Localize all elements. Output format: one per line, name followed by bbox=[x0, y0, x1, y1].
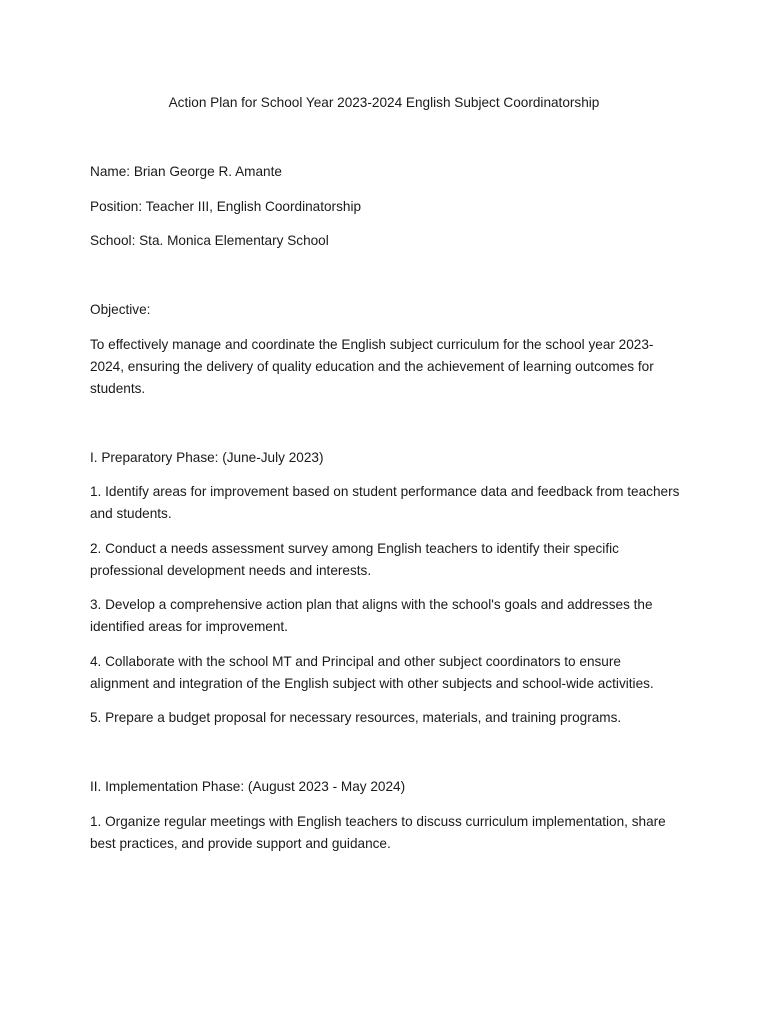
objective-heading: Objective: bbox=[90, 302, 151, 317]
phase2-item-1: 1. Organize regular meetings with English teachers to discuss curriculum implementation, share best practices, and provide support and guidance. bbox=[90, 813, 666, 851]
phase1-heading: I. Preparatory Phase: (June-July 2023) bbox=[90, 449, 324, 465]
phase1-item-3: 3. Develop a comprehensive action plan that aligns with the school's goals and addresses the identified areas for improvement. bbox=[90, 597, 653, 634]
document-body bbox=[90, 92, 680, 855]
info-name: Name: Brian George R. Amante bbox=[90, 164, 282, 179]
phase1-item-2: 2. Conduct a needs assessment survey among English teachers to identify their specific professional development needs and interests. bbox=[90, 540, 619, 578]
phase1-item-1: 1. Identify areas for improvement based on student performance data and feedback from teachers and students. bbox=[90, 484, 680, 521]
objective-text: To effectively manage and coordinate the English subject curriculum for the school year 2023-2024, ensuring the delivery of quality education and the achievement of learning outcomes for students. bbox=[90, 336, 654, 396]
phase1-item-4: 4. Collaborate with the school MT and Principal and other subject coordinators to ensure alignment and integration of the English subject with other subjects and school-wide activities. bbox=[90, 653, 654, 691]
info-position: Position: Teacher III, English Coordinatorship bbox=[90, 198, 362, 214]
info-school: School: Sta. Monica Elementary School bbox=[90, 233, 329, 248]
document-title: Action Plan for School Year 2023-2024 English Subject Coordinatorship bbox=[168, 95, 600, 110]
phase2-heading: II. Implementation Phase: (August 2023 - May 2024) bbox=[90, 779, 406, 794]
phase1-item-5: 5. Prepare a budget proposal for necessary resources, materials, and training programs. bbox=[90, 710, 622, 725]
